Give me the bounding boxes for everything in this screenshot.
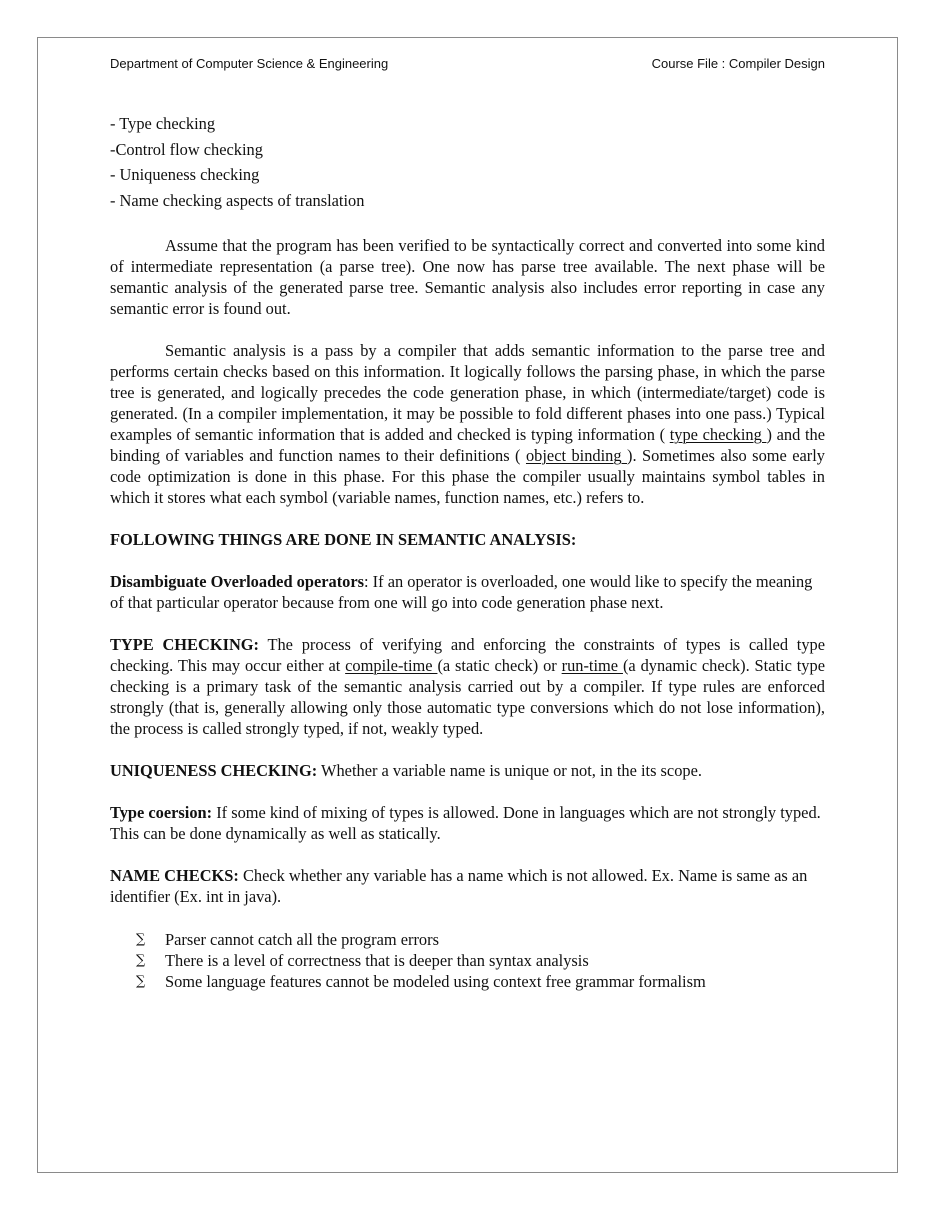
sigma-bullet-icon: ∑	[136, 974, 146, 989]
section-heading: FOLLOWING THINGS ARE DONE IN SEMANTIC ANALYSIS:	[110, 530, 577, 549]
document-body	[110, 111, 825, 992]
list-item: -Control flow checking	[110, 139, 263, 159]
term-uniqueness: UNIQUENESS CHECKING:	[110, 761, 318, 780]
text-span: (a dynamic check). Static type checking is a primary task of the semantic analysis carried out by a compiler. If type rules are enforced strongly (that is, generally allowing only those automatic type conversions which do not lose information), the process is called strongly typed, if not, weakly typed.	[110, 656, 825, 738]
paragraph-type-checking	[110, 634, 825, 739]
term-name-checks: NAME CHECKS:	[110, 866, 239, 885]
term-type-coersion: Type coersion:	[110, 803, 213, 822]
text-span: Whether a variable name is unique or not, in the its scope.	[317, 761, 702, 780]
list-item: - Type checking	[110, 114, 216, 133]
header-course-file: Course File : Compiler Design	[651, 56, 825, 71]
bullet-text: Parser cannot catch all the program errors	[165, 930, 439, 949]
list-item	[110, 971, 825, 992]
paragraph-disambiguate	[110, 571, 825, 613]
bullet-list	[110, 929, 825, 992]
paragraph-intro: Assume that the program has been verified to be syntactically correct and converted into some kind of intermediate representation (a parse tree). One now has parse tree available. The next phase will be semantic analysis of the generated parse tree. Semantic analysis also includes error reporting in case any semantic error is found out.	[110, 236, 825, 318]
sigma-bullet-icon: ∑	[136, 932, 146, 947]
bullet-text: Some language features cannot be modeled using context free grammar formalism	[165, 972, 706, 991]
text-span: If some kind of mixing of types is allowed. Done in languages which are not strongly typed. This can be done dynamically as well as statically.	[110, 803, 821, 843]
text-span: (a static check) or	[437, 656, 562, 675]
checks-list	[110, 111, 825, 213]
list-item	[110, 950, 825, 971]
header-department: Department of Computer Science & Engineering	[110, 56, 389, 71]
list-item	[110, 929, 825, 950]
page-header	[110, 56, 825, 74]
paragraph-type-coersion	[110, 802, 825, 844]
paragraph-name-checks	[110, 865, 825, 907]
text-span: Check whether any variable has a name which is not allowed. Ex. Name is same as an identifier (Ex. int in java).	[110, 866, 808, 906]
bullet-text: There is a level of correctness that is deeper than syntax analysis	[165, 951, 589, 970]
type-checking-link[interactable]: type checking	[669, 425, 767, 444]
run-time-link[interactable]: run-time	[561, 656, 623, 675]
compile-time-link[interactable]: compile-time	[345, 656, 438, 675]
paragraph-uniqueness	[110, 760, 825, 781]
text-span: ) and the binding of variables and function names to their definitions (	[110, 425, 825, 465]
text-span: Semantic analysis is a pass by a compiler that adds semantic information to the parse tree and performs certain checks based on this information. It logically follows the parsing phase, in which the parse tree is generated, and logically precedes the code generation phase, in which (intermediate/target) code is generated. (In a compiler implementation, it may be possible to fold different phases into one pass.) Typical examples of semantic information that is added and checked is typing information (	[110, 341, 825, 444]
list-item: - Name checking aspects of translation	[110, 190, 365, 210]
term-disambiguate: Disambiguate Overloaded operators	[110, 572, 365, 591]
term-type-checking: TYPE CHECKING:	[110, 635, 260, 654]
list-item: - Uniqueness checking	[110, 165, 260, 184]
text-span: : If an operator is overloaded, one would like to specify the meaning of that particular operator because from one will go into code generation phase next.	[110, 572, 813, 612]
text-span: The process of verifying and enforcing the constraints of types is called type checking. This may occur either at	[110, 635, 825, 675]
text-span: ). Sometimes also some early code optimization is done in this phase. For this phase the compiler usually maintains symbol tables in which it stores what each symbol (variable names, function names, etc.) refers to.	[110, 446, 825, 507]
paragraph-semantic-analysis	[110, 340, 825, 508]
object-binding-link[interactable]: object binding	[525, 446, 628, 465]
sigma-bullet-icon: ∑	[136, 953, 146, 968]
